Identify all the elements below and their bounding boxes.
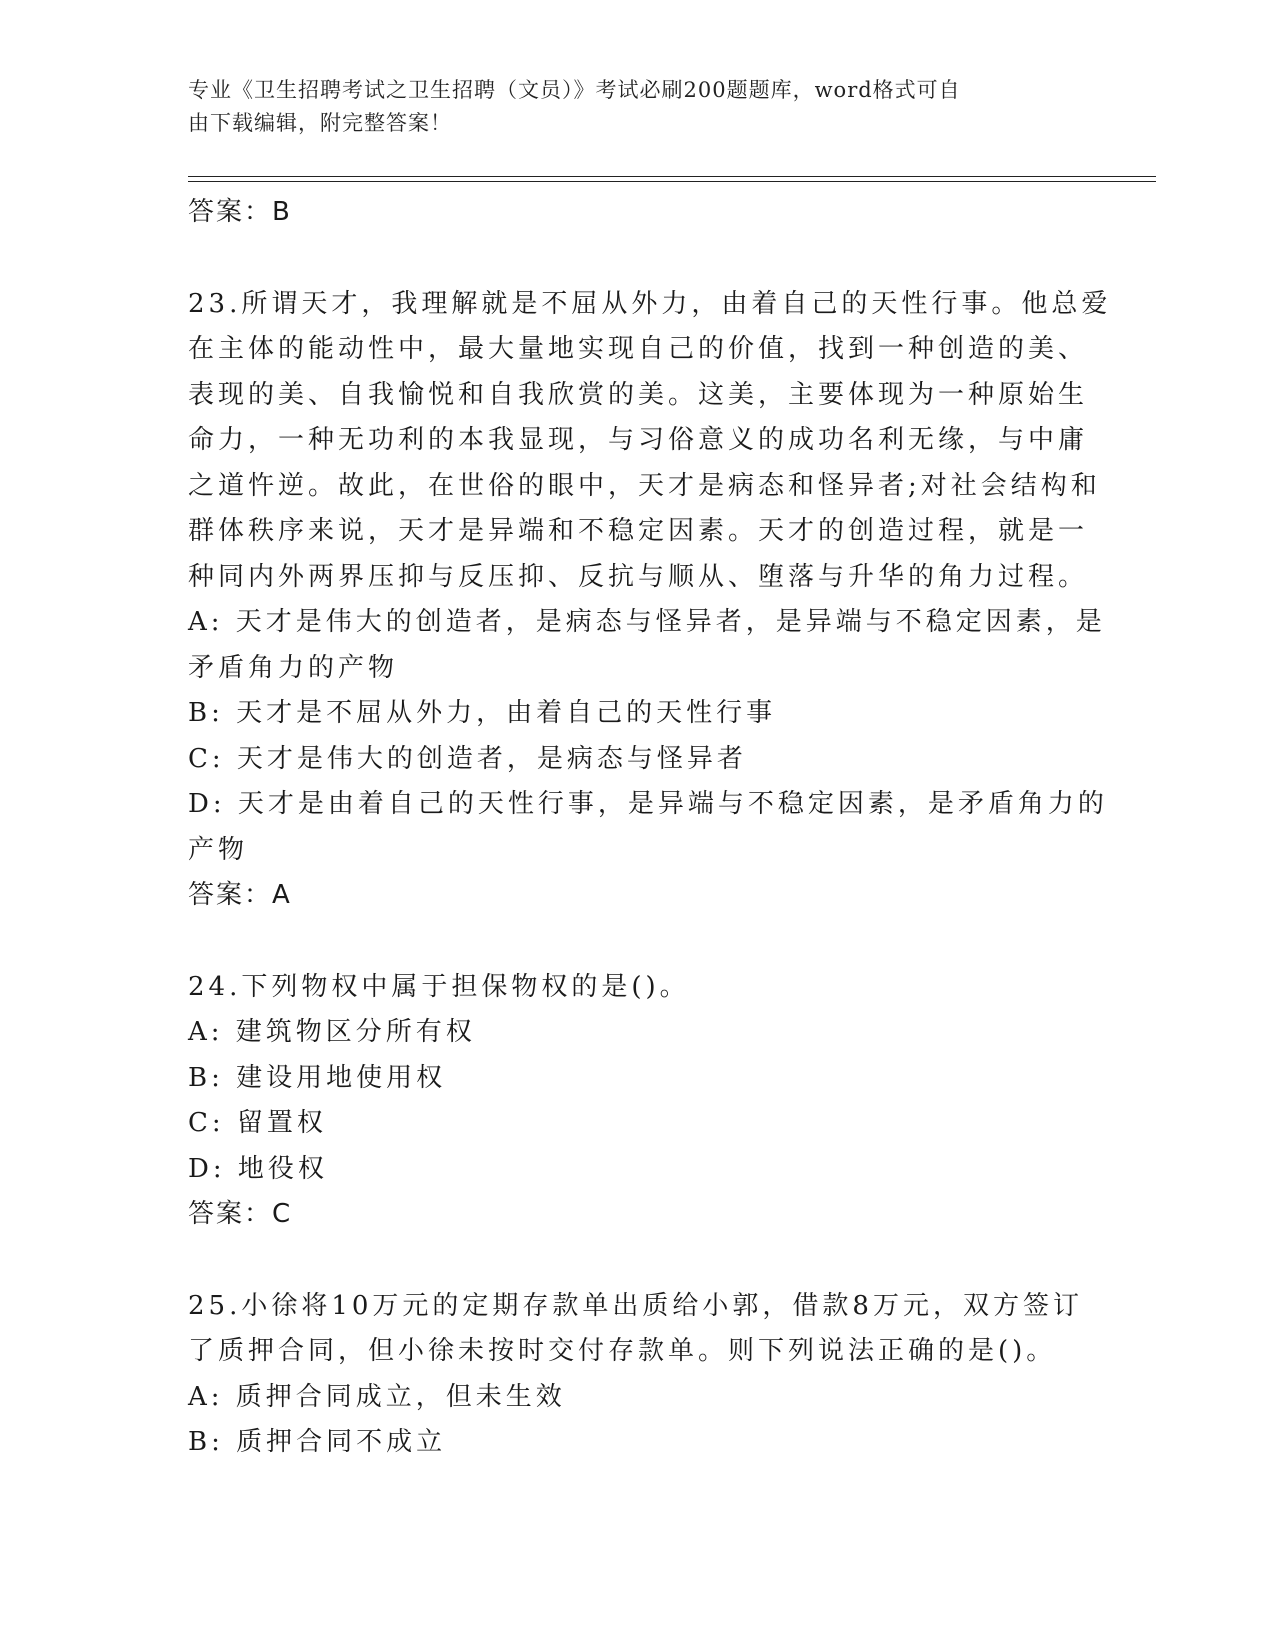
question-23-option-a: A: 天才是伟大的创造者，是病态与怪异者，是异端与不稳定因素，是 <box>188 607 1106 637</box>
document-header <box>188 74 1068 140</box>
question-24-option-b: B: 建设用地使用权 <box>188 1062 447 1093</box>
question-23-line-4: 命力，一种无功利的本我显现，与习俗意义的成功名利无缘，与中庸 <box>188 425 1089 455</box>
spacer <box>188 1238 1068 1284</box>
header-divider-top <box>188 176 1156 177</box>
question-24-option-c: C: 留置权 <box>188 1108 327 1138</box>
question-24-option-a: A: 建筑物区分所有权 <box>188 1017 476 1047</box>
spacer <box>188 919 1068 965</box>
header-divider-bottom <box>188 181 1156 182</box>
question-25-text-2: 了质押合同，但小徐未按时交付存款单。则下列说法正确的是()。 <box>188 1336 1057 1366</box>
question-23-line-1: 23.所谓天才，我理解就是不屈从外力，由着自己的天性行事。他总爱 <box>188 288 1112 319</box>
question-23-line-2: 在主体的能动性中，最大量地实现自己的价值，找到一种创造的美、 <box>188 334 1089 364</box>
question-24-answer: 答案：C <box>188 1199 293 1229</box>
question-23-line-5: 之道忤逆。故此，在世俗的眼中，天才是病态和怪异者;对社会结构和 <box>188 470 1101 501</box>
question-25 <box>188 1284 1083 1466</box>
question-25-option-b: B: 质押合同不成立 <box>188 1427 447 1457</box>
question-23-option-d-cont: 产物 <box>188 834 249 865</box>
question-23-option-a-cont: 矛盾角力的产物 <box>188 652 399 683</box>
document-body <box>188 190 1112 1466</box>
header-line-2: 由下载编辑，附完整答案！ <box>188 111 452 135</box>
question-23-line-7: 种同内外两界压抑与反压抑、反抗与顺从、堕落与升华的角力过程。 <box>188 561 1089 592</box>
question-25-option-a: A: 质押合同成立，但未生效 <box>188 1381 566 1412</box>
question-24-text: 24.下列物权中属于担保物权的是()。 <box>188 971 690 1002</box>
question-23-answer: 答案：A <box>188 880 292 910</box>
question-23-line-3: 表现的美、自我愉悦和自我欣赏的美。这美，主要体现为一种原始生 <box>188 379 1089 410</box>
question-24-option-d: D: 地役权 <box>188 1153 328 1184</box>
question-23 <box>188 282 1112 919</box>
question-23-option-c: C: 天才是伟大的创造者，是病态与怪异者 <box>188 743 747 774</box>
question-24 <box>188 965 1068 1238</box>
header-line-1: 专业《卫生招聘考试之卫生招聘（文员）》考试必刷200题题库，word格式可自 <box>188 78 961 102</box>
question-23-option-b: B: 天才是不屈从外力，由着自己的天性行事 <box>188 698 777 728</box>
question-23-line-6: 群体秩序来说，天才是异端和不稳定因素。天才的创造过程，就是一 <box>188 516 1089 546</box>
spacer <box>188 236 1068 282</box>
question-25-text-1: 25.小徐将10万元的定期存款单出质给小郭，借款8万元，双方签订 <box>188 1290 1083 1321</box>
previous-answer: 答案：B <box>188 197 292 227</box>
question-23-option-d: D: 天才是由着自己的天性行事，是异端与不稳定因素，是矛盾角力的 <box>188 789 1108 819</box>
